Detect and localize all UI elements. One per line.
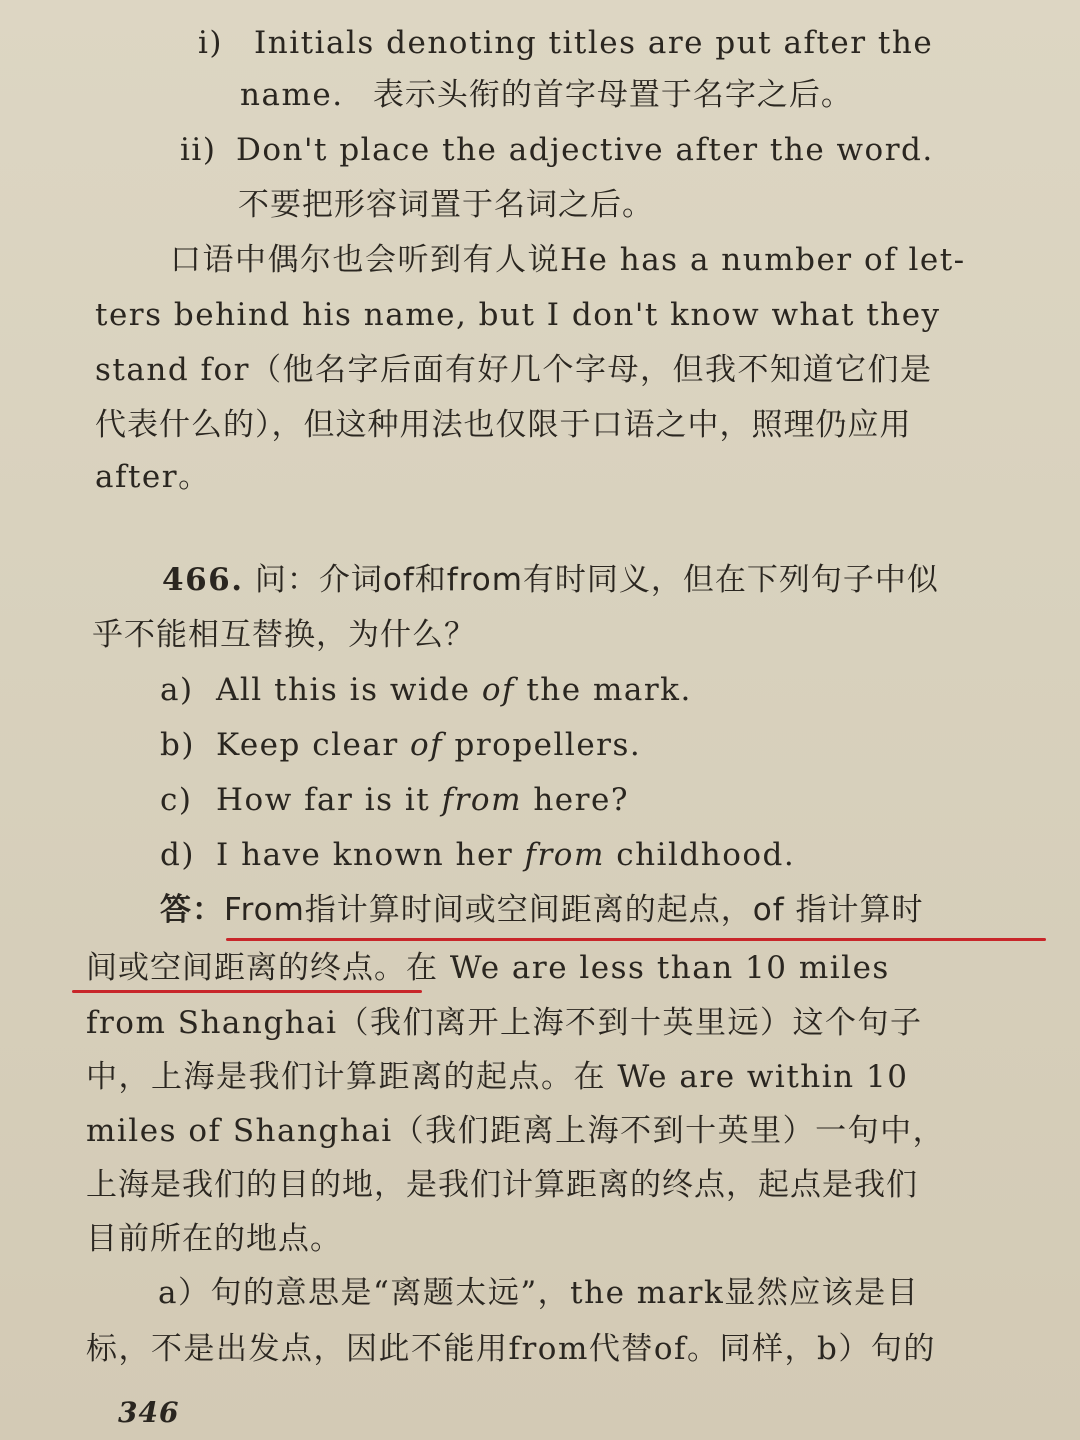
question-item-d [160,837,796,873]
answer-line-8: a）句的意思是“离题太远”，the mark显然应该是目 [158,1275,920,1311]
red-pen-underline-2 [72,990,422,993]
paragraph-line-2: ters behind his name, but I don't know what they [95,297,941,333]
item-ii-label: ii) [180,132,217,168]
paragraph-line-4: 代表什么的），但这种用法也仅限于口语之中，照理仍应用 [95,407,912,443]
answer-line-1 [160,892,924,928]
item-i-translation: 表示头衔的首字母置于名字之后。 [372,77,853,113]
answer-line-7: 目前所在的地点。 [86,1221,342,1257]
question-line-2: 乎不能相互替换，为什么？ [92,617,476,653]
item-i-second-line [240,77,853,113]
preposition-italic: from [441,782,522,818]
red-pen-underline-1 [226,938,1046,941]
item-ii-translation: 不要把形容词置于名词之后。 [238,187,654,223]
question-item-text: childhood. [604,837,796,873]
item-i-line [198,25,934,61]
question-item-b [160,727,642,763]
question-item-label: d) [160,837,195,873]
answer-line-6: 上海是我们的目的地，是我们计算距离的终点，起点是我们 [86,1167,918,1203]
answer-label: 答： [160,892,224,928]
preposition-italic: of [410,727,444,763]
answer-line-1-text: From指计算时间或空间距离的起点，of 指计算时 [224,892,924,928]
paragraph-line-3: stand for（他名字后面有好几个字母，但我不知道它们是 [95,352,933,388]
item-i-text: Initials denoting titles are put after the [254,25,934,61]
question-item-text: How far is it [216,782,442,818]
question-item-c [160,782,629,818]
answer-line-4: 中，上海是我们计算距离的起点。在 We are within 10 [86,1059,909,1095]
item-i-label: i) [198,25,224,61]
answer-line-5: miles of Shanghai（我们距离上海不到十英里）一句中， [86,1113,946,1149]
paragraph-line-5: after。 [95,459,211,495]
question-text: 问：介词of和from有时同义，但在下列句子中似 [254,562,939,598]
question-item-text: Keep clear [216,727,410,763]
answer-line-2 [86,950,890,986]
question-line-1 [162,562,939,598]
question-number: 466. [162,562,244,598]
item-ii-line [180,132,934,168]
answer-line-2-text: 在 We are less than 10 miles [406,950,890,986]
item-ii-text: Don't place the adjective after the word. [236,132,934,168]
page-number: 346 [118,1396,180,1429]
question-item-label: a) [160,672,194,708]
preposition-italic: of [481,672,515,708]
paragraph-line-1: 口语中偶尔也会听到有人说He has a number of let- [170,242,966,278]
question-item-label: b) [160,727,195,763]
question-item-text: here? [521,782,629,818]
preposition-italic: from [524,837,605,873]
question-item-text: I have known her [216,837,525,873]
answer-line-9: 标，不是出发点，因此不能用from代替of。同样，b）句的 [86,1331,936,1367]
answer-line-3: from Shanghai（我们离开上海不到十英里远）这个句子 [86,1005,923,1041]
question-item-label: c) [160,782,193,818]
question-item-text: the mark. [514,672,692,708]
item-i-name-word: name. [240,77,344,113]
answer-line-2-highlight: 间或空间距离的终点。 [86,950,406,986]
question-item-text: All this is wide [216,672,482,708]
question-item-a [160,672,692,708]
question-item-text: propellers. [443,727,642,763]
